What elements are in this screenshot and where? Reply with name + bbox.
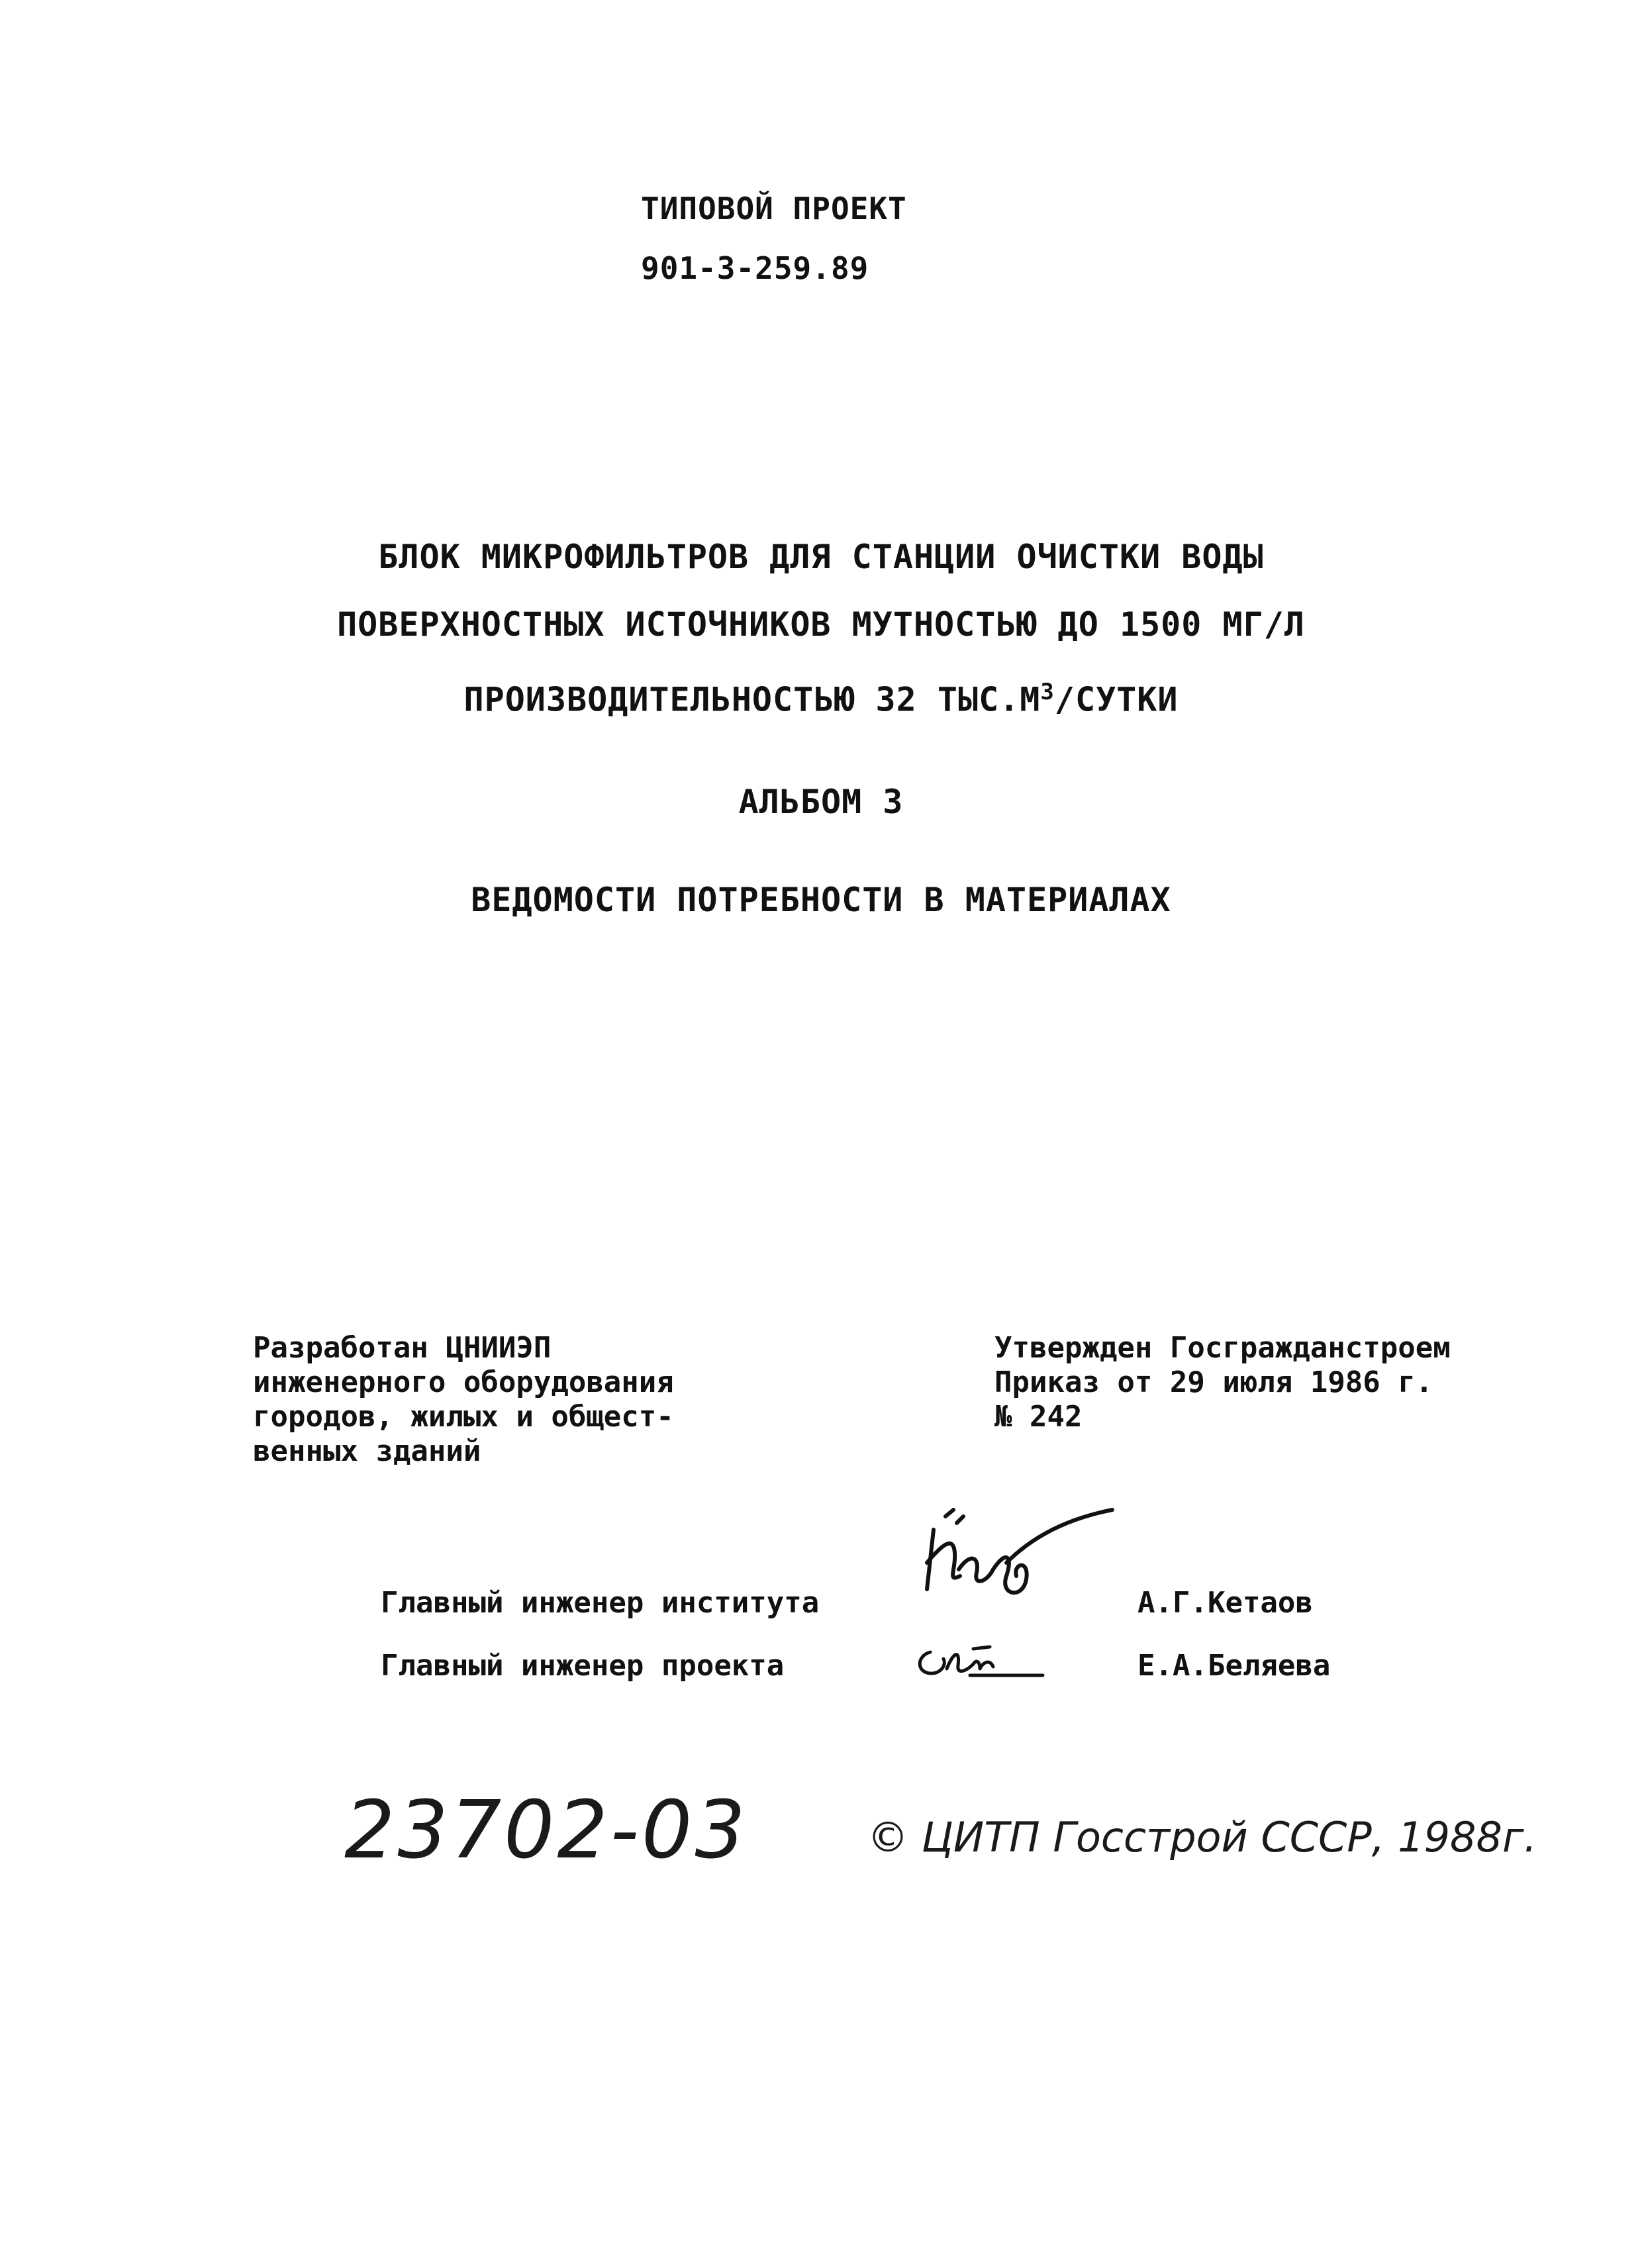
project-number: 901-3-259.89 [641, 250, 869, 286]
title-line-1: БЛОК МИКРОФИЛЬТРОВ ДЛЯ СТАНЦИИ ОЧИСТКИ ВОДЫ [378, 538, 1264, 576]
title-line-3-suffix: /СУТКИ [1054, 680, 1179, 719]
inventory-number: 23702-03 [344, 1785, 748, 1877]
developer-block [253, 1331, 674, 1469]
developer-line-4: венных зданий [253, 1434, 481, 1468]
signature-name-1: А.Г.Кетаов [1137, 1586, 1313, 1620]
approval-block [994, 1331, 1451, 1434]
title-line-3-prefix: ПРОИЗВОДИТЕЛЬНОСТЬЮ 32 ТЫС.М [463, 680, 1041, 719]
developer-line-1: Разработан ЦНИИЭП [253, 1331, 552, 1365]
title-line-3-superscript: 3 [1040, 679, 1055, 705]
approval-line-3: № 242 [994, 1400, 1083, 1434]
title-line-2: ПОВЕРХНОСТНЫХ ИСТОЧНИКОВ МУТНОСТЬЮ ДО 1500 МГ/Л [337, 605, 1305, 644]
signature-kataov-mark [907, 1490, 1132, 1609]
project-label: ТИПОВОЙ ПРОЕКТ [641, 191, 907, 226]
copyright-note: © ЦИТП Госстрой СССР, 1988г. [867, 1813, 1537, 1861]
title-line-3 [0, 658, 1642, 734]
signature-role-2: Главный инженер проекта [381, 1649, 785, 1683]
signature-role-1: Главный инженер института [381, 1586, 820, 1620]
approval-line-2: Приказ от 29 июля 1986 г. [994, 1365, 1433, 1399]
developer-line-2: инженерного оборудования [253, 1365, 674, 1399]
signature-belyaeva-mark [910, 1639, 1056, 1685]
album-subtitle: ВЕДОМОСТИ ПОТРЕБНОСТИ В МАТЕРИАЛАХ [471, 881, 1171, 919]
approval-line-1: Утвержден Госгражданстроем [994, 1331, 1451, 1365]
signature-name-2: Е.А.Беляева [1137, 1649, 1331, 1683]
developer-line-3: городов, жилых и общест- [253, 1400, 674, 1434]
album-label: АЛЬБОМ 3 [738, 783, 904, 821]
